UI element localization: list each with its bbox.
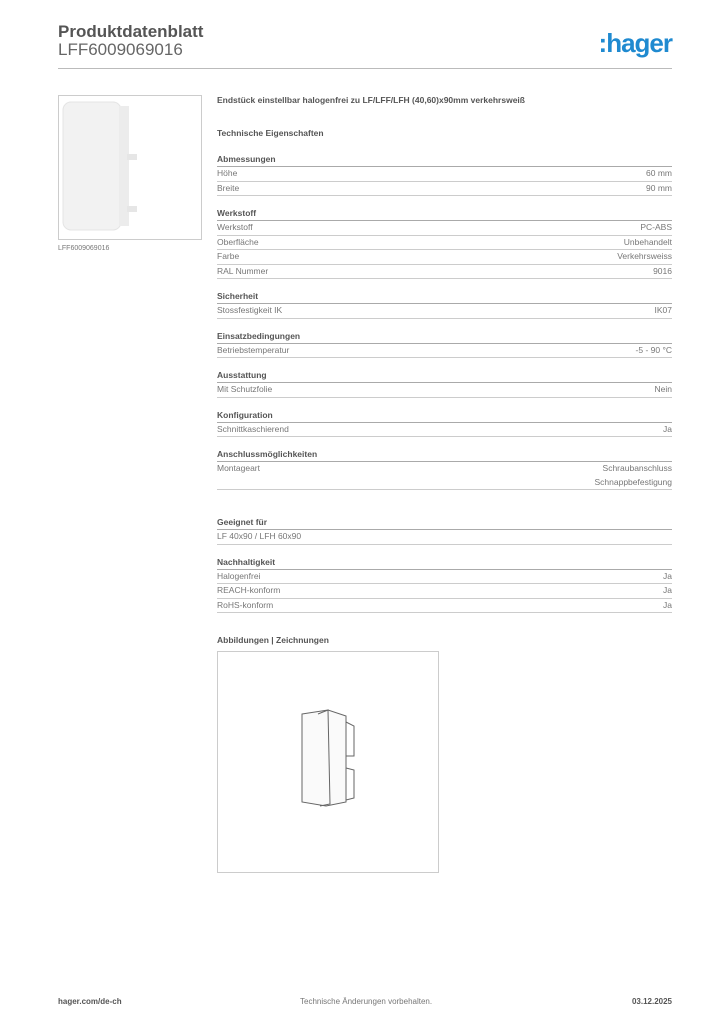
property-label: REACH-konform (217, 585, 281, 595)
property-label: LF 40x90 / LFH 60x90 (217, 531, 302, 541)
property-value: Schraubanschluss Schnappbefestigung (594, 463, 672, 487)
property-value: 90 mm (646, 182, 672, 193)
thumbnail-caption: LFF6009069016 (58, 245, 110, 252)
property-value: PC-ABS (640, 222, 672, 232)
section-anschlussmöglichkeiten (217, 448, 672, 490)
property-label: Mit Schutzfolie (217, 384, 273, 394)
property-label: Oberfläche (217, 236, 259, 247)
property-value: 9016 (653, 265, 672, 276)
property-row (217, 599, 672, 614)
property-row (217, 570, 672, 585)
section-nachhaltigkeit (217, 556, 672, 614)
section-geeignet-für (217, 516, 672, 545)
section-heading: Sicherheit (217, 290, 672, 304)
section-ausstattung (217, 369, 672, 398)
header-divider (58, 68, 672, 69)
property-row (217, 462, 672, 490)
section-heading: Geeignet für (217, 516, 672, 530)
section-heading: Ausstattung (217, 369, 672, 383)
property-value: Verkehrsweiss (617, 251, 672, 261)
section-heading: Einsatzbedingungen (217, 330, 672, 344)
property-label: Montageart (217, 463, 260, 473)
product-name: Endstück einstellbar halogenfrei zu LF/LFF/LFH (40,60)x90mm verkehrsweiß (217, 95, 525, 105)
tech-heading: Technische Eigenschaften (217, 128, 324, 138)
property-row (217, 221, 672, 236)
property-row (217, 383, 672, 398)
section-konfiguration (217, 409, 672, 438)
property-row (217, 182, 672, 197)
property-row (217, 423, 672, 438)
property-row (217, 584, 672, 599)
property-value: Ja (663, 570, 672, 581)
page-title: Produktdatenblatt (58, 22, 204, 41)
property-value: 60 mm (646, 168, 672, 178)
section-heading: Nachhaltigkeit (217, 556, 672, 570)
property-row (217, 265, 672, 280)
section-heading: Konfiguration (217, 409, 672, 423)
property-label: Betriebstemperatur (217, 344, 290, 355)
property-value: Ja (663, 423, 672, 434)
property-value: Nein (654, 384, 672, 394)
property-row (217, 304, 672, 319)
property-value: Unbehandelt (623, 236, 672, 247)
property-value: -5 - 90 °C (635, 344, 672, 355)
property-row (217, 167, 672, 182)
property-label: Stossfestigkeit IK (217, 305, 283, 315)
section-heading: Werkstoff (217, 207, 672, 221)
section-heading: Abmessungen (217, 153, 672, 167)
product-code: LFF6009069016 (58, 40, 183, 59)
property-label: Farbe (217, 251, 240, 261)
property-row (217, 250, 672, 265)
product-drawing (217, 651, 439, 873)
drawings-heading: Abbildungen | Zeichnungen (217, 635, 329, 645)
property-value: Ja (663, 585, 672, 595)
property-label: Höhe (217, 168, 238, 178)
property-label: Halogenfrei (217, 570, 261, 581)
product-thumbnail (58, 95, 202, 240)
property-label: Werkstoff (217, 222, 253, 232)
section-einsatzbedingungen (217, 330, 672, 359)
property-row (217, 344, 672, 359)
hager-logo: :hager (598, 28, 672, 58)
property-label: RAL Nummer (217, 265, 269, 276)
footer-disclaimer: Technische Änderungen vorbehalten. (300, 997, 433, 1006)
property-value: Ja (663, 599, 672, 610)
property-row (217, 236, 672, 251)
property-row (217, 530, 672, 545)
footer-website: hager.com/de-ch (58, 997, 122, 1006)
footer-date: 03.12.2025 (631, 997, 672, 1006)
section-sicherheit (217, 290, 672, 319)
property-label: RoHS-konform (217, 599, 274, 610)
section-abmessungen (217, 153, 672, 196)
property-label: Breite (217, 182, 240, 193)
section-heading: Anschlussmöglichkeiten (217, 448, 672, 462)
property-value: IK07 (654, 305, 672, 315)
section-werkstoff (217, 207, 672, 279)
property-label: Schnittkaschierend (217, 423, 289, 434)
main-content (217, 95, 672, 873)
